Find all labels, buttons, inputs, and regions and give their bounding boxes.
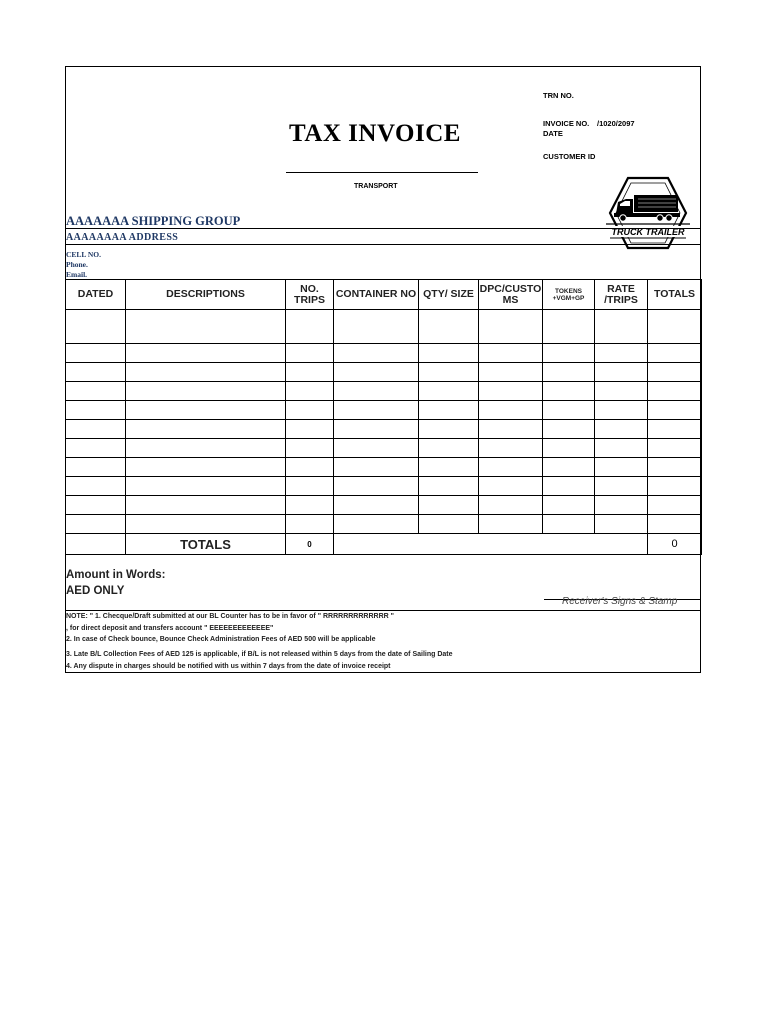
table-cell <box>595 420 648 439</box>
table-cell <box>126 496 286 515</box>
table-cell <box>66 458 126 477</box>
table-row <box>66 420 702 439</box>
table-cell <box>419 496 479 515</box>
date-label: DATE <box>543 129 563 138</box>
table-cell <box>126 420 286 439</box>
invoice-subtitle: TRANSPORT <box>354 183 398 190</box>
table-cell <box>66 496 126 515</box>
table-cell <box>126 439 286 458</box>
table-cell <box>595 382 648 401</box>
table-cell <box>286 515 334 534</box>
customer-id-label: CUSTOMER ID <box>543 152 596 161</box>
table-cell <box>286 310 334 344</box>
table-cell <box>334 310 419 344</box>
table-cell <box>479 363 543 382</box>
table-cell <box>648 363 702 382</box>
table-cell <box>334 382 419 401</box>
notes-divider <box>66 610 700 611</box>
table-cell <box>66 344 126 363</box>
table-cell <box>595 439 648 458</box>
aed-only-label: AED ONLY <box>66 585 125 597</box>
invoice-sheet <box>65 66 701 673</box>
company-name: AAAAAAA SHIPPING GROUP <box>66 214 241 228</box>
table-cell <box>595 496 648 515</box>
table-cell <box>479 401 543 420</box>
table-row <box>66 310 702 344</box>
note-line: , for direct deposit and transfers account " EEEEEEEEEEEEE" <box>66 625 274 632</box>
table-cell <box>479 344 543 363</box>
table-cell <box>543 310 595 344</box>
table-cell <box>126 382 286 401</box>
table-cell <box>286 401 334 420</box>
table-cell <box>126 363 286 382</box>
column-header: DPC/CUSTO MS <box>479 280 543 310</box>
table-cell <box>126 477 286 496</box>
table-cell <box>66 477 126 496</box>
table-cell <box>479 458 543 477</box>
table-cell <box>286 344 334 363</box>
table-cell <box>334 401 419 420</box>
table-cell <box>543 363 595 382</box>
table-cell <box>479 382 543 401</box>
receiver-signature-label: Receiver's Signs & Stamp <box>562 596 678 607</box>
totals-row <box>66 534 702 555</box>
email-label: Email. <box>66 270 88 279</box>
table-cell <box>419 458 479 477</box>
table-cell <box>419 310 479 344</box>
table-cell <box>543 458 595 477</box>
table-cell <box>595 515 648 534</box>
table-cell <box>334 420 419 439</box>
column-header: TOTALS <box>648 280 702 310</box>
table-cell <box>648 310 702 344</box>
table-cell <box>648 458 702 477</box>
table-cell <box>334 496 419 515</box>
table-cell <box>648 382 702 401</box>
table-cell <box>595 344 648 363</box>
table-cell <box>334 363 419 382</box>
totals-empty-cell <box>66 534 126 555</box>
invoice-items-table <box>65 279 702 555</box>
table-header-row <box>66 280 702 310</box>
table-row <box>66 382 702 401</box>
table-row <box>66 477 702 496</box>
note-line: 4. Any dispute in charges should be notified with us within 7 days from the date of invoice receipt <box>66 663 391 670</box>
table-cell <box>595 401 648 420</box>
table-body <box>66 310 702 534</box>
table-cell <box>479 310 543 344</box>
invoice-title: TAX INVOICE <box>289 120 461 147</box>
table-row <box>66 401 702 420</box>
table-cell <box>126 458 286 477</box>
amount-in-words-label: Amount in Words: <box>66 569 166 581</box>
table-cell <box>66 382 126 401</box>
company-divider <box>66 228 700 229</box>
table-cell <box>66 515 126 534</box>
column-header: DESCRIPTIONS <box>126 280 286 310</box>
logo-text: TRUCK TRAILER <box>611 227 685 237</box>
table-row <box>66 344 702 363</box>
total-trips: 0 <box>286 534 334 555</box>
table-row <box>66 439 702 458</box>
table-cell <box>595 310 648 344</box>
column-header: NO. TRIPS <box>286 280 334 310</box>
table-cell <box>479 515 543 534</box>
company-address: AAAAAAAA ADDRESS <box>66 232 179 243</box>
note-line: 2. In case of Check bounce, Bounce Check Administration Fees of AED 500 will be applicable <box>66 636 376 643</box>
column-header: QTY/ SIZE <box>419 280 479 310</box>
totals-label: TOTALS <box>126 534 286 555</box>
table-cell <box>66 401 126 420</box>
table-cell <box>334 477 419 496</box>
table-cell <box>543 477 595 496</box>
table-row <box>66 515 702 534</box>
table-cell <box>286 382 334 401</box>
table-cell <box>419 344 479 363</box>
invoice-no-label: INVOICE NO. <box>543 119 590 128</box>
table-cell <box>595 363 648 382</box>
table-cell <box>479 496 543 515</box>
table-cell <box>66 363 126 382</box>
table-cell <box>479 477 543 496</box>
column-header: RATE /TRIPS <box>595 280 648 310</box>
table-cell <box>419 477 479 496</box>
table-cell <box>648 420 702 439</box>
table-cell <box>66 420 126 439</box>
table-cell <box>126 401 286 420</box>
table-cell <box>648 496 702 515</box>
table-cell <box>648 477 702 496</box>
table-row <box>66 363 702 382</box>
table-cell <box>595 458 648 477</box>
table-cell <box>419 382 479 401</box>
title-underline <box>286 172 478 173</box>
totals-span-cell <box>334 534 648 555</box>
trn-label: TRN NO. <box>543 91 574 100</box>
table-cell <box>66 310 126 344</box>
table-cell <box>543 515 595 534</box>
cell-label: CELL NO. <box>66 250 102 259</box>
table-row <box>66 496 702 515</box>
table-cell <box>479 420 543 439</box>
table-cell <box>595 477 648 496</box>
table-cell <box>479 439 543 458</box>
table-cell <box>126 515 286 534</box>
table-cell <box>286 477 334 496</box>
table-cell <box>648 439 702 458</box>
table-cell <box>648 401 702 420</box>
table-cell <box>334 344 419 363</box>
table-cell <box>648 515 702 534</box>
table-cell <box>334 439 419 458</box>
table-cell <box>543 401 595 420</box>
table-cell <box>648 344 702 363</box>
table-cell <box>286 439 334 458</box>
table-cell <box>419 401 479 420</box>
column-header: CONTAINER NO <box>334 280 419 310</box>
truck-trailer-icon <box>598 175 698 251</box>
table-cell <box>66 439 126 458</box>
invoice-no-value: /1020/2097 <box>597 119 635 128</box>
address-divider <box>66 244 700 245</box>
table-cell <box>543 439 595 458</box>
table-cell <box>543 496 595 515</box>
table-cell <box>286 420 334 439</box>
table-cell <box>126 310 286 344</box>
table-row <box>66 458 702 477</box>
table-cell <box>334 458 419 477</box>
table-cell <box>543 420 595 439</box>
table-cell <box>126 344 286 363</box>
table-cell <box>419 420 479 439</box>
table-cell <box>419 515 479 534</box>
phone-label: Phone. <box>66 260 88 269</box>
company-logo <box>598 175 698 251</box>
table-cell <box>334 515 419 534</box>
table-cell <box>543 382 595 401</box>
grand-total: 0 <box>648 534 702 555</box>
note-line: NOTE: " 1. Checque/Draft submitted at our BL Counter has to be in favor of " RRRRRRRRRRRRR " <box>66 613 394 620</box>
column-header: TOKENS +VGM+GP <box>543 280 595 310</box>
table-cell <box>286 496 334 515</box>
note-line: 3. Late B/L Collection Fees of AED 125 is applicable, if B/L is not released within 5 days from the date of Sailing Date <box>66 651 453 658</box>
table-cell <box>286 458 334 477</box>
table-cell <box>543 344 595 363</box>
table-cell <box>286 363 334 382</box>
column-header: DATED <box>66 280 126 310</box>
table-cell <box>419 363 479 382</box>
table-cell <box>419 439 479 458</box>
